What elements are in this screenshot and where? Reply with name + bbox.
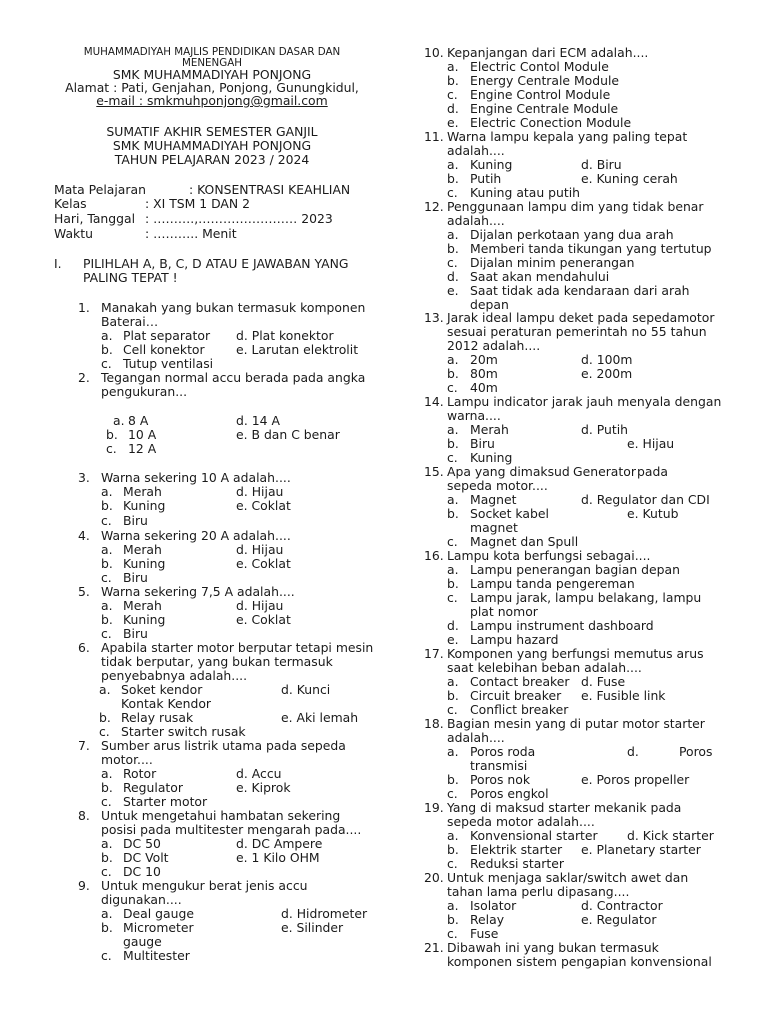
option-letter: b. <box>101 780 113 795</box>
question-text: Baterai… <box>101 314 159 329</box>
option-letter: c. <box>447 534 458 549</box>
option-text: Biru <box>470 436 495 451</box>
option-text: Kuning atau putih <box>470 185 581 200</box>
question-text: Untuk mengetahui hambatan sekering <box>101 808 341 823</box>
option-letter: b. <box>447 171 459 186</box>
option-letter: b. <box>447 688 459 703</box>
question-text: sesuai peraturan pemerintah no 55 tahun <box>447 324 707 339</box>
option-text: 12 A <box>128 441 157 456</box>
option-letter: b. <box>101 342 113 357</box>
option-text: transmisi <box>470 758 528 773</box>
option-text: Dijalan minim penerangan <box>470 255 635 270</box>
option-text: Conflict breaker <box>470 702 569 717</box>
option-letter: b. <box>447 73 459 88</box>
option-text: 20m <box>470 352 498 367</box>
option-text: Dijalan perkotaan yang dua arah <box>470 227 674 242</box>
info-label-class: Kelas <box>54 196 87 211</box>
option-letter: c. <box>447 185 458 200</box>
info-label-subject: Mata Pelajaran <box>54 182 146 197</box>
option-letter: a. <box>447 898 459 913</box>
question-text: Untuk mengukur berat jenis accu <box>101 878 308 893</box>
option-text: d. Contractor <box>581 898 663 913</box>
option-text: e. Larutan elektrolit <box>236 342 359 357</box>
option-letter: b. <box>447 576 459 591</box>
option-text: Socket kabel <box>470 506 549 521</box>
question-text: Manakah yang bukan termasuk komponen <box>101 300 366 315</box>
question-number: 6. <box>78 640 90 655</box>
option-text: d. Regulator dan CDI <box>581 492 710 507</box>
question-text: Lampu kota berfungsi sebagai.... <box>447 548 651 563</box>
question-number: 4. <box>78 528 90 543</box>
option-letter: c. <box>447 590 458 605</box>
option-text: Merah <box>470 422 509 437</box>
option-letter: a. <box>447 674 459 689</box>
option-text: Biru <box>123 513 148 528</box>
question-text: adalah.... <box>447 213 505 228</box>
question-number: 10. <box>424 45 444 60</box>
question-number: 14. <box>424 394 444 409</box>
option-letter: a. <box>101 598 113 613</box>
option-text: e. Kutub <box>627 506 679 521</box>
option-text: d. Plat konektor <box>236 328 334 343</box>
question-number: 21. <box>424 940 444 955</box>
option-text: d. 100m <box>581 352 633 367</box>
option-text: e. Aki lemah <box>281 710 359 725</box>
option-text: Lampu tanda pengereman <box>470 576 635 591</box>
option-letter: b. <box>447 506 459 521</box>
option-letter: a. <box>447 59 459 74</box>
option-letter: b. <box>447 241 459 256</box>
option-text: e. Coklat <box>236 498 291 513</box>
option-letter: a. <box>447 352 459 367</box>
option-text: Contact breaker <box>470 674 570 689</box>
option-letter: c. <box>101 513 112 528</box>
option-text: Energy Centrale Module <box>470 73 620 88</box>
option-text: Electric Conection Module <box>470 115 632 130</box>
option-letter: c. <box>101 794 112 809</box>
option-text: DC 10 <box>123 864 161 879</box>
option-text: d. 14 A <box>236 413 280 428</box>
question-text: digunakan.... <box>101 892 182 907</box>
question-number: 3. <box>78 470 90 485</box>
section-instruction-line2: PALING TEPAT ! <box>83 270 178 285</box>
question-number: 15. <box>424 464 444 479</box>
question-number: 12. <box>424 199 444 214</box>
option-text: Kuning <box>470 450 513 465</box>
option-text: Micrometer <box>123 920 194 935</box>
question-text: Komponen yang berfungsi memutus arus <box>447 646 704 661</box>
option-text: e. 1 Kilo OHM <box>236 850 320 865</box>
option-letter: a. <box>447 828 459 843</box>
option-text: d. Kunci <box>281 682 331 697</box>
option-letter: b. <box>106 427 118 442</box>
option-text: e. Fusible link <box>581 688 666 703</box>
school-address: Alamat : Pati, Genjahan, Ponjong, Gunungkidul, <box>65 80 359 95</box>
option-letter: c. <box>101 356 112 371</box>
question-text: Warna sekering 10 A adalah.... <box>101 470 291 485</box>
question-text: warna.... <box>447 408 501 423</box>
option-text: Circuit breaker <box>470 688 562 703</box>
question-number: 5. <box>78 584 90 599</box>
question-keyword: Generator <box>573 464 636 479</box>
question-number: 8. <box>78 808 90 823</box>
question-text: sepeda motor.... <box>447 478 548 493</box>
question-number: 2. <box>78 370 90 385</box>
question-number: 19. <box>424 800 444 815</box>
option-text: Magnet dan Spull <box>470 534 579 549</box>
option-text: d. Hijau <box>236 542 284 557</box>
info-label-date: Hari, Tanggal <box>54 211 136 226</box>
option-text: Isolator <box>470 898 517 913</box>
option-text: 8 A <box>128 413 149 428</box>
question-text: Warna sekering 20 A adalah.... <box>101 528 291 543</box>
option-letter: c. <box>447 926 458 941</box>
question-text: Lampu indicator jarak jauh menyala dengan <box>447 394 722 409</box>
question-text: Warna sekering 7,5 A adalah.... <box>101 584 295 599</box>
option-text: Engine Control Module <box>470 87 611 102</box>
option-letter: a. <box>101 766 113 781</box>
question-text: Kepanjangan dari ECM adalah.... <box>447 45 649 60</box>
question-number: 13. <box>424 310 444 325</box>
option-text: e. Kiprok <box>236 780 291 795</box>
option-text: Saat akan mendahului <box>470 269 610 284</box>
option-letter: c. <box>101 570 112 585</box>
option-text: e. Silinder <box>281 920 344 935</box>
option-text: d. Hijau <box>236 484 284 499</box>
question-text: Tegangan normal accu berada pada angka <box>101 370 366 385</box>
option-letter: c. <box>447 856 458 871</box>
option-text: 10 A <box>128 427 157 442</box>
option-text: Memberi tanda tikungan yang tertutup <box>470 241 712 256</box>
title-line2: SMK MUHAMMADIYAH PONJONG <box>112 138 312 153</box>
question-text: adalah.... <box>447 143 505 158</box>
option-text: Kuning <box>123 498 166 513</box>
option-letter: c. <box>447 450 458 465</box>
option-letter: a. <box>99 682 111 697</box>
question-number: 16. <box>424 548 444 563</box>
title-line3: TAHUN PELAJARAN 2023 / 2024 <box>114 152 310 167</box>
question-text: adalah.... <box>447 730 505 745</box>
title-line1: SUMATIF AKHIR SEMESTER GANJIL <box>106 124 318 139</box>
option-letter: a. <box>101 906 113 921</box>
option-text: e. Regulator <box>581 912 657 927</box>
question-number: 17. <box>424 646 444 661</box>
option-text: Relay rusak <box>121 710 194 725</box>
option-letter: c. <box>447 702 458 717</box>
option-letter: a. <box>447 157 459 172</box>
option-text: Merah <box>123 542 162 557</box>
option-letter: a. <box>447 744 459 759</box>
option-letter: c. <box>447 380 458 395</box>
option-text: e. Coklat <box>236 556 291 571</box>
question-text: komponen sistem pengapian konvensional <box>447 954 712 969</box>
info-value-subject: : KONSENTRASI KEAHLIAN <box>189 182 351 197</box>
question-text: pengukuran... <box>101 384 188 399</box>
option-letter: b. <box>99 710 111 725</box>
option-letter: c. <box>101 864 112 879</box>
option-letter: c. <box>101 948 112 963</box>
option-letter: d. <box>627 744 639 759</box>
option-text: Merah <box>123 484 162 499</box>
option-text: Plat separator <box>123 328 211 343</box>
option-text: Fuse <box>470 926 499 941</box>
question-number: 18. <box>424 716 444 731</box>
option-text: gauge <box>123 934 162 949</box>
option-text: d. Hidrometer <box>281 906 368 921</box>
option-text: Putih <box>470 171 502 186</box>
option-text: d. Hijau <box>236 598 284 613</box>
info-value-time: : ……….. Menit <box>145 226 237 241</box>
option-text: Starter motor <box>123 794 208 809</box>
option-text: d. Biru <box>581 157 622 172</box>
question-text: Apa yang dimaksud <box>447 464 570 479</box>
option-letter: d. <box>447 618 459 633</box>
option-letter: a. <box>447 227 459 242</box>
option-letter: a. <box>447 422 459 437</box>
option-text: Deal gauge <box>123 906 194 921</box>
option-letter: a. <box>447 492 459 507</box>
question-text: Bagian mesin yang di putar motor starter <box>447 716 705 731</box>
option-letter: c. <box>447 786 458 801</box>
question-number: 9. <box>78 878 90 893</box>
option-letter: b. <box>447 912 459 927</box>
option-text: Rotor <box>123 766 157 781</box>
option-letter: d. <box>447 101 459 116</box>
question-text: Warna lampu kepala yang paling tepat <box>447 129 688 144</box>
option-text: DC Volt <box>123 850 169 865</box>
option-letter: a. <box>101 836 113 851</box>
question-number: 11. <box>424 129 444 144</box>
option-letter: a. <box>101 542 113 557</box>
option-letter: b. <box>101 920 113 935</box>
option-text: Lampu hazard <box>470 632 559 647</box>
question-text: Sumber arus listrik utama pada sepeda <box>101 738 346 753</box>
option-letter: a. <box>101 484 113 499</box>
option-text: Saat tidak ada kendaraan dari arah <box>470 283 690 298</box>
option-text: Kuning <box>123 612 166 627</box>
option-letter: b. <box>447 366 459 381</box>
option-text: Merah <box>123 598 162 613</box>
question-number: 7. <box>78 738 90 753</box>
option-letter: a. <box>101 328 113 343</box>
question-text: sepeda motor adalah.... <box>447 814 595 829</box>
option-text: Konvensional starter <box>470 828 598 843</box>
option-letter: c. <box>99 724 110 739</box>
question-text: Penggunaan lampu dim yang tidak benar <box>447 199 704 214</box>
org-line1: MUHAMMADIYAH MAJLIS PENDIDIKAN DASAR DAN <box>83 46 341 58</box>
option-text: d. Fuse <box>581 674 626 689</box>
question-text: Jarak ideal lampu deket pada sepedamotor <box>447 310 715 325</box>
info-value-date: : ……….,…………………… 2023 <box>145 211 333 226</box>
option-text: Starter switch rusak <box>121 724 246 739</box>
option-text: Poros engkol <box>470 786 549 801</box>
question-text: posisi pada multitester mengarah pada.... <box>101 822 362 837</box>
option-text: Engine Centrale Module <box>470 101 619 116</box>
option-text: d. Kick starter <box>627 828 714 843</box>
org-line2: MENENGAH <box>181 57 243 69</box>
option-letter: c. <box>447 255 458 270</box>
info-value-class: : XI TSM 1 DAN 2 <box>145 196 250 211</box>
question-text: tidak berputar, yang bukan termasuk <box>101 654 333 669</box>
option-letter: e. <box>447 115 459 130</box>
school-name: SMK MUHAMMADIYAH PONJONG <box>112 67 312 82</box>
option-text: depan <box>470 297 509 312</box>
option-text: Cell konektor <box>123 342 205 357</box>
option-letter: c. <box>106 441 117 456</box>
option-text: Regulator <box>123 780 183 795</box>
option-text: Kuning <box>123 556 166 571</box>
option-text: Lampu jarak, lampu belakang, lampu <box>470 590 702 605</box>
option-text: Lampu penerangan bagian depan <box>470 562 680 577</box>
option-letter: b. <box>101 612 113 627</box>
question-text: 2012 adalah.... <box>447 338 541 353</box>
option-letter: b. <box>447 436 459 451</box>
option-text: Elektrik starter <box>470 842 563 857</box>
option-text: Poros nok <box>470 772 531 787</box>
option-letter: b. <box>101 498 113 513</box>
option-letter: b. <box>447 772 459 787</box>
option-text: Soket kendor <box>121 682 203 697</box>
question-text: tahan lama perlu dipasang.... <box>447 884 630 899</box>
question-text: penyebabnya adalah.... <box>101 668 248 683</box>
option-letter: d. <box>447 269 459 284</box>
question-number: 20. <box>424 870 444 885</box>
option-text: Kuning <box>470 157 513 172</box>
info-label-time: Waktu <box>54 226 93 241</box>
section-instruction-line1: PILIHLAH A, B, C, D ATAU E JAWABAN YANG <box>83 256 349 271</box>
option-letter: a. <box>113 413 125 428</box>
option-letter: b. <box>447 842 459 857</box>
option-text: e. 200m <box>581 366 633 381</box>
option-text: e. B dan C benar <box>236 427 340 442</box>
option-text: d. Accu <box>236 766 282 781</box>
option-text: Poros roda <box>470 744 536 759</box>
option-text: d. Putih <box>581 422 629 437</box>
option-text: Poros <box>679 744 713 759</box>
question-text: Yang di maksud starter mekanik pada <box>447 800 682 815</box>
option-text: Multitester <box>123 948 190 963</box>
school-email[interactable]: e-mail : smkmuhponjong@gmail.com <box>96 93 328 108</box>
option-text: Electric Contol Module <box>470 59 609 74</box>
question-text: Untuk menjaga saklar/switch awet dan <box>447 870 689 885</box>
option-text: e. Kuning cerah <box>581 171 678 186</box>
option-text: e. Planetary starter <box>581 842 701 857</box>
option-text: 80m <box>470 366 498 381</box>
option-letter: b. <box>101 556 113 571</box>
option-text: Relay <box>470 912 505 927</box>
option-text: d. DC Ampere <box>236 836 323 851</box>
option-text: Magnet <box>470 492 517 507</box>
option-text: Lampu instrument dashboard <box>470 618 654 633</box>
question-text: Dibawah ini yang bukan termasuk <box>447 940 659 955</box>
option-letter: a. <box>447 562 459 577</box>
option-text: 40m <box>470 380 498 395</box>
option-letter: e. <box>447 632 459 647</box>
option-text: magnet <box>470 520 518 535</box>
option-text: Biru <box>123 626 148 641</box>
option-text: Tutup ventilasi <box>123 356 214 371</box>
option-text: plat nomor <box>470 604 538 619</box>
option-text: e. Coklat <box>236 612 291 627</box>
section-number: I. <box>54 256 62 271</box>
option-text: e. Poros propeller <box>581 772 690 787</box>
question-text: Apabila starter motor berputar tetapi mesin <box>101 640 374 655</box>
option-letter: c. <box>101 626 112 641</box>
question-number: 1. <box>78 300 90 315</box>
option-letter: b. <box>101 850 113 865</box>
question-text: pada <box>637 464 668 479</box>
option-text: DC 50 <box>123 836 161 851</box>
option-text: Reduksi starter <box>470 856 564 871</box>
option-text: Kontak Kendor <box>121 696 212 711</box>
option-text: e. Hijau <box>627 436 675 451</box>
option-letter: e. <box>447 283 459 298</box>
option-letter: c. <box>447 87 458 102</box>
question-text: saat kelebihan beban adalah.... <box>447 660 642 675</box>
option-text: Biru <box>123 570 148 585</box>
question-text: motor.... <box>101 752 153 767</box>
